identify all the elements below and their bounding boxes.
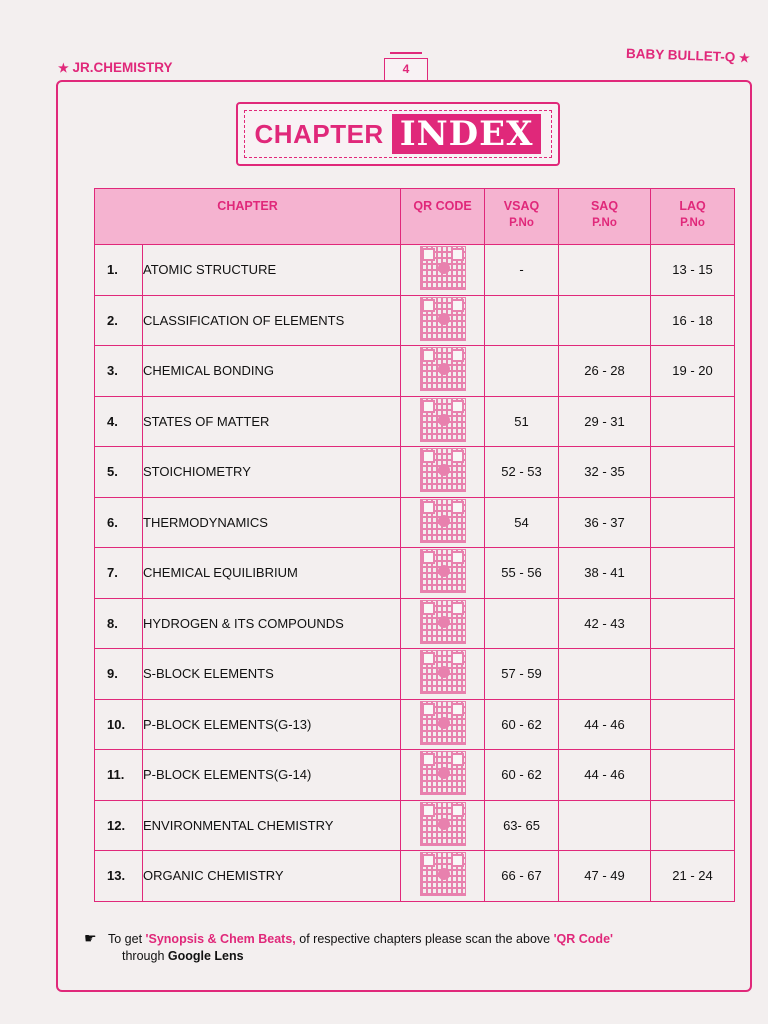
- chapter-number: 8.: [95, 598, 143, 649]
- chapter-number: 2.: [95, 295, 143, 346]
- qr-logo-icon: [438, 464, 450, 476]
- qr-code-icon[interactable]: [420, 448, 466, 492]
- chapter-index-title: [236, 102, 560, 166]
- table-row: [95, 245, 735, 296]
- table-row: [95, 295, 735, 346]
- footer-line-2: [84, 948, 744, 965]
- chapter-name: S-BLOCK ELEMENTS: [143, 649, 401, 700]
- table-row: [95, 851, 735, 902]
- qr-code-cell[interactable]: [401, 800, 485, 851]
- qr-code-icon[interactable]: [420, 297, 466, 341]
- header-vsaq-sub: P.No: [509, 217, 534, 229]
- table-row: [95, 497, 735, 548]
- vsaq-page: 60 - 62: [485, 699, 559, 750]
- saq-page: 38 - 41: [559, 548, 651, 599]
- subject-label: JR.CHEMISTRY: [72, 60, 173, 75]
- header-saq: [559, 189, 651, 245]
- saq-page: 36 - 37: [559, 497, 651, 548]
- saq-page: 47 - 49: [559, 851, 651, 902]
- chapter-name: STOICHIOMETRY: [143, 447, 401, 498]
- qr-code-cell[interactable]: [401, 548, 485, 599]
- pointing-hand-icon: ☛: [84, 930, 97, 946]
- footer-text-3: through: [122, 949, 168, 963]
- vsaq-page: 57 - 59: [485, 649, 559, 700]
- qr-code-cell[interactable]: [401, 497, 485, 548]
- qr-code-cell[interactable]: [401, 447, 485, 498]
- table-row: [95, 396, 735, 447]
- qr-code-icon[interactable]: [420, 802, 466, 846]
- saq-page: [559, 245, 651, 296]
- qr-code-icon[interactable]: [420, 600, 466, 644]
- table-body: [95, 245, 735, 902]
- chapter-name: P-BLOCK ELEMENTS(G-13): [143, 699, 401, 750]
- vsaq-page: 52 - 53: [485, 447, 559, 498]
- qr-code-icon[interactable]: [420, 549, 466, 593]
- qr-code-icon[interactable]: [420, 398, 466, 442]
- header-vsaq: [485, 189, 559, 245]
- saq-page: [559, 649, 651, 700]
- title-part-chapter: CHAPTER: [254, 118, 384, 149]
- qr-logo-icon: [438, 515, 450, 527]
- table-row: [95, 750, 735, 801]
- table-row: [95, 548, 735, 599]
- vsaq-page: -: [485, 245, 559, 296]
- qr-code-icon[interactable]: [420, 852, 466, 896]
- qr-logo-icon: [438, 717, 450, 729]
- footer-text-1: To get: [108, 932, 146, 946]
- qr-logo-icon: [438, 414, 450, 426]
- book-title-label: BABY BULLET-Q: [625, 45, 736, 65]
- chapter-name: ORGANIC CHEMISTRY: [143, 851, 401, 902]
- table-row: [95, 699, 735, 750]
- laq-page: 16 - 18: [651, 295, 735, 346]
- laq-page: 21 - 24: [651, 851, 735, 902]
- vsaq-page: [485, 295, 559, 346]
- saq-page: [559, 295, 651, 346]
- header-laq: [651, 189, 735, 245]
- laq-page: [651, 649, 735, 700]
- vsaq-page: 60 - 62: [485, 750, 559, 801]
- footer-highlight-synopsis: 'Synopsis & Chem Beats,: [145, 932, 296, 946]
- table-row: [95, 649, 735, 700]
- laq-page: 19 - 20: [651, 346, 735, 397]
- chapter-number: 7.: [95, 548, 143, 599]
- qr-code-icon[interactable]: [420, 499, 466, 543]
- footer-text-2: of respective chapters please scan the above: [295, 932, 554, 946]
- header-laq-label: LAQ: [679, 199, 706, 213]
- chapter-number: 12.: [95, 800, 143, 851]
- qr-code-cell[interactable]: [401, 295, 485, 346]
- qr-logo-icon: [438, 868, 450, 880]
- laq-page: 13 - 15: [651, 245, 735, 296]
- qr-code-icon[interactable]: [420, 246, 466, 290]
- qr-code-cell[interactable]: [401, 649, 485, 700]
- qr-code-cell[interactable]: [401, 750, 485, 801]
- header-saq-sub: P.No: [592, 217, 617, 229]
- qr-code-cell[interactable]: [401, 346, 485, 397]
- table-row: [95, 346, 735, 397]
- star-icon: ★: [58, 61, 69, 75]
- chapter-name: CHEMICAL EQUILIBRIUM: [143, 548, 401, 599]
- saq-page: 42 - 43: [559, 598, 651, 649]
- vsaq-page: 54: [485, 497, 559, 548]
- qr-code-cell[interactable]: [401, 396, 485, 447]
- table-header-row: [95, 189, 735, 245]
- table-row: [95, 598, 735, 649]
- laq-page: [651, 800, 735, 851]
- saq-page: 26 - 28: [559, 346, 651, 397]
- header-laq-sub: P.No: [680, 217, 705, 229]
- vsaq-page: 66 - 67: [485, 851, 559, 902]
- laq-page: [651, 396, 735, 447]
- qr-logo-icon: [438, 616, 450, 628]
- vsaq-page: 51: [485, 396, 559, 447]
- qr-code-icon[interactable]: [420, 701, 466, 745]
- vsaq-page: 55 - 56: [485, 548, 559, 599]
- laq-page: [651, 699, 735, 750]
- header-vsaq-label: VSAQ: [503, 199, 540, 213]
- qr-logo-icon: [438, 565, 450, 577]
- page-number-decoration: [390, 52, 422, 54]
- qr-logo-icon: [438, 818, 450, 830]
- qr-code-cell[interactable]: [401, 245, 485, 296]
- chapter-number: 3.: [95, 346, 143, 397]
- chapter-number: 6.: [95, 497, 143, 548]
- footer-line-1: [84, 930, 744, 948]
- chapter-number: 13.: [95, 851, 143, 902]
- qr-code-cell[interactable]: [401, 851, 485, 902]
- page-number: 4: [384, 58, 428, 82]
- laq-page: [651, 497, 735, 548]
- chapter-number: 9.: [95, 649, 143, 700]
- header-left: [58, 60, 173, 75]
- laq-page: [651, 598, 735, 649]
- chapter-name: CLASSIFICATION OF ELEMENTS: [143, 295, 401, 346]
- footer-google-lens: Google Lens: [167, 949, 244, 963]
- chapter-index-table: [94, 188, 735, 902]
- qr-code-cell[interactable]: [401, 699, 485, 750]
- header-right: [626, 46, 750, 65]
- vsaq-page: [485, 346, 559, 397]
- saq-page: 32 - 35: [559, 447, 651, 498]
- chapter-name: P-BLOCK ELEMENTS(G-14): [143, 750, 401, 801]
- saq-page: 44 - 46: [559, 750, 651, 801]
- table-row: [95, 800, 735, 851]
- qr-logo-icon: [438, 262, 450, 274]
- chapter-number: 1.: [95, 245, 143, 296]
- chapter-number: 4.: [95, 396, 143, 447]
- saq-page: [559, 800, 651, 851]
- qr-code-icon[interactable]: [420, 347, 466, 391]
- chapter-number: 11.: [95, 750, 143, 801]
- qr-logo-icon: [438, 666, 450, 678]
- header-chapter: CHAPTER: [95, 189, 401, 245]
- laq-page: [651, 447, 735, 498]
- footer-highlight-qr: 'QR Code': [553, 932, 613, 946]
- chapter-name: HYDROGEN & ITS COMPOUNDS: [143, 598, 401, 649]
- qr-code-cell[interactable]: [401, 598, 485, 649]
- header-saq-label: SAQ: [590, 199, 619, 213]
- saq-page: 29 - 31: [559, 396, 651, 447]
- footer-note: [84, 930, 744, 965]
- qr-logo-icon: [438, 313, 450, 325]
- saq-page: 44 - 46: [559, 699, 651, 750]
- vsaq-page: 63- 65: [485, 800, 559, 851]
- qr-logo-icon: [438, 767, 450, 779]
- title-part-index: INDEX: [392, 114, 542, 154]
- chapter-number: 5.: [95, 447, 143, 498]
- chapter-name: STATES OF MATTER: [143, 396, 401, 447]
- laq-page: [651, 548, 735, 599]
- qr-logo-icon: [438, 363, 450, 375]
- qr-code-icon[interactable]: [420, 650, 466, 694]
- chapter-name: ENVIRONMENTAL CHEMISTRY: [143, 800, 401, 851]
- table-row: [95, 447, 735, 498]
- qr-code-icon[interactable]: [420, 751, 466, 795]
- chapter-name: THERMODYNAMICS: [143, 497, 401, 548]
- chapter-name: ATOMIC STRUCTURE: [143, 245, 401, 296]
- header-qr-code: QR CODE: [401, 189, 485, 245]
- vsaq-page: [485, 598, 559, 649]
- chapter-number: 10.: [95, 699, 143, 750]
- laq-page: [651, 750, 735, 801]
- title-inner-border: [244, 110, 552, 158]
- star-icon: ★: [738, 50, 751, 66]
- chapter-name: CHEMICAL BONDING: [143, 346, 401, 397]
